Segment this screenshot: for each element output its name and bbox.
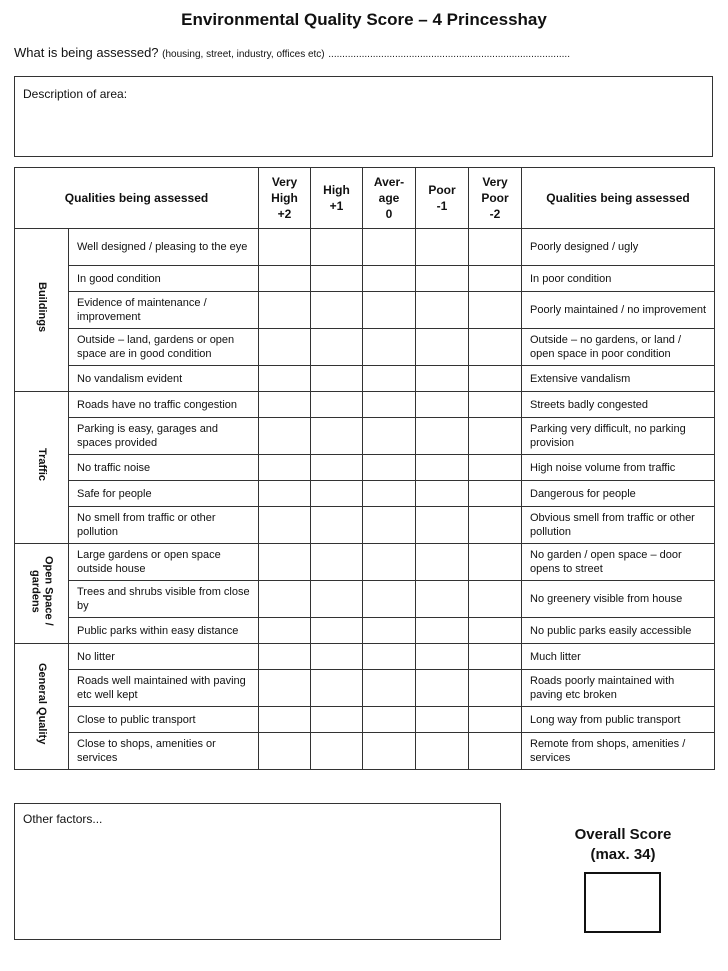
- positive-quality: Outside – land, gardens or open space are in good condition: [69, 329, 259, 366]
- header-line: -1: [436, 199, 448, 213]
- positive-quality: Safe for people: [69, 481, 259, 507]
- score-cell-average[interactable]: [363, 733, 416, 770]
- score-cell-very-high[interactable]: [259, 618, 311, 644]
- score-cell-poor[interactable]: [416, 481, 469, 507]
- table-row: [15, 392, 715, 418]
- description-box[interactable]: [14, 76, 713, 157]
- score-cell-poor[interactable]: [416, 392, 469, 418]
- negative-quality: Much litter: [522, 644, 715, 670]
- score-cell-average[interactable]: [363, 229, 416, 266]
- positive-quality: Evidence of maintenance / improvement: [69, 292, 259, 329]
- score-cell-very-high[interactable]: [259, 455, 311, 481]
- table-row: [15, 670, 715, 707]
- score-cell-poor[interactable]: [416, 644, 469, 670]
- positive-quality: No traffic noise: [69, 455, 259, 481]
- score-cell-high[interactable]: [311, 229, 363, 266]
- score-cell-high[interactable]: [311, 707, 363, 733]
- positive-quality: Public parks within easy distance: [69, 618, 259, 644]
- score-cell-very-poor[interactable]: [469, 644, 522, 670]
- negative-quality: Long way from public transport: [522, 707, 715, 733]
- header-very-poor: [469, 168, 522, 229]
- header-very-high: [259, 168, 311, 229]
- header-qualities-right: Qualities being assessed: [522, 168, 715, 229]
- score-cell-high[interactable]: [311, 455, 363, 481]
- score-cell-very-poor[interactable]: [469, 329, 522, 366]
- assessment-line: [14, 45, 570, 60]
- score-cell-poor[interactable]: [416, 581, 469, 618]
- negative-quality: Remote from shops, amenities / services: [522, 733, 715, 770]
- header-line: 0: [385, 207, 393, 221]
- score-cell-poor[interactable]: [416, 707, 469, 733]
- category-cell: [15, 392, 69, 544]
- score-cell-very-high[interactable]: [259, 670, 311, 707]
- header-line: Very: [271, 175, 298, 189]
- score-cell-very-poor[interactable]: [469, 618, 522, 644]
- positive-quality: Well designed / pleasing to the eye: [69, 229, 259, 266]
- score-cell-poor[interactable]: [416, 418, 469, 455]
- negative-quality: Poorly maintained / no improvement: [522, 292, 715, 329]
- positive-quality: Close to shops, amenities or services: [69, 733, 259, 770]
- other-factors-label: Other factors...: [23, 812, 103, 826]
- table-row: [15, 229, 715, 266]
- table-row: [15, 618, 715, 644]
- score-cell-average[interactable]: [363, 481, 416, 507]
- score-cell-average[interactable]: [363, 329, 416, 366]
- score-cell-high[interactable]: [311, 329, 363, 366]
- score-cell-poor[interactable]: [416, 366, 469, 392]
- score-cell-poor[interactable]: [416, 266, 469, 292]
- score-cell-average[interactable]: [363, 618, 416, 644]
- positive-quality: No litter: [69, 644, 259, 670]
- score-cell-very-poor[interactable]: [469, 544, 522, 581]
- score-cell-high[interactable]: [311, 644, 363, 670]
- score-cell-high[interactable]: [311, 418, 363, 455]
- score-cell-poor[interactable]: [416, 670, 469, 707]
- negative-quality: High noise volume from traffic: [522, 455, 715, 481]
- header-line: High: [323, 183, 350, 197]
- header-qualities-left: Qualities being assessed: [15, 168, 259, 229]
- score-cell-average[interactable]: [363, 418, 416, 455]
- score-cell-very-poor[interactable]: [469, 733, 522, 770]
- header-line: Poor: [481, 191, 509, 205]
- score-cell-high[interactable]: [311, 544, 363, 581]
- negative-quality: No public parks easily accessible: [522, 618, 715, 644]
- score-cell-very-poor[interactable]: [469, 581, 522, 618]
- score-cell-average[interactable]: [363, 455, 416, 481]
- score-cell-very-poor[interactable]: [469, 366, 522, 392]
- score-cell-very-poor[interactable]: [469, 418, 522, 455]
- table-row: [15, 507, 715, 544]
- score-cell-poor[interactable]: [416, 455, 469, 481]
- overall-score-box[interactable]: [584, 872, 661, 933]
- score-cell-very-high[interactable]: [259, 481, 311, 507]
- score-cell-high[interactable]: [311, 618, 363, 644]
- score-cell-high[interactable]: [311, 670, 363, 707]
- category-cell: [15, 229, 69, 392]
- positive-quality: Roads have no traffic congestion: [69, 392, 259, 418]
- score-cell-high[interactable]: [311, 366, 363, 392]
- score-cell-very-poor[interactable]: [469, 481, 522, 507]
- table-row: [15, 418, 715, 455]
- negative-quality: No garden / open space – door opens to street: [522, 544, 715, 581]
- score-cell-very-poor[interactable]: [469, 455, 522, 481]
- assessment-answer-line[interactable]: .......................................................................................: [328, 49, 570, 60]
- table-row: [15, 455, 715, 481]
- header-poor: [416, 168, 469, 229]
- other-factors-box[interactable]: [14, 803, 501, 940]
- score-cell-poor[interactable]: [416, 733, 469, 770]
- assessment-hint: (housing, street, industry, offices etc): [162, 49, 325, 60]
- score-cell-poor[interactable]: [416, 229, 469, 266]
- table-row: [15, 581, 715, 618]
- score-cell-very-poor[interactable]: [469, 266, 522, 292]
- header-high: [311, 168, 363, 229]
- positive-quality: Trees and shrubs visible from close by: [69, 581, 259, 618]
- score-cell-very-poor[interactable]: [469, 229, 522, 266]
- negative-quality: Roads poorly maintained with paving etc broken: [522, 670, 715, 707]
- overall-score-label: Overall Score: [574, 826, 672, 843]
- score-cell-average[interactable]: [363, 581, 416, 618]
- score-cell-average[interactable]: [363, 507, 416, 544]
- score-cell-very-high[interactable]: [259, 329, 311, 366]
- category-cell: [15, 544, 69, 644]
- category-label: Open Space / gardens: [29, 556, 55, 626]
- score-cell-high[interactable]: [311, 733, 363, 770]
- negative-quality: Streets badly congested: [522, 392, 715, 418]
- score-cell-high[interactable]: [311, 292, 363, 329]
- negative-quality: Parking very difficult, no parking provision: [522, 418, 715, 455]
- score-cell-very-high[interactable]: [259, 366, 311, 392]
- score-cell-very-high[interactable]: [259, 544, 311, 581]
- overall-score-max: (max. 34): [590, 846, 656, 863]
- score-cell-very-poor[interactable]: [469, 507, 522, 544]
- score-cell-very-high[interactable]: [259, 707, 311, 733]
- score-cell-very-high[interactable]: [259, 392, 311, 418]
- score-cell-average[interactable]: [363, 292, 416, 329]
- score-cell-very-high[interactable]: [259, 292, 311, 329]
- table-row: [15, 329, 715, 366]
- score-cell-very-poor[interactable]: [469, 707, 522, 733]
- positive-quality: No smell from traffic or other pollution: [69, 507, 259, 544]
- negative-quality: No greenery visible from house: [522, 581, 715, 618]
- header-line: Aver-: [373, 175, 405, 189]
- page-title: Environmental Quality Score – 4 Princesshay: [181, 10, 547, 29]
- score-cell-very-high[interactable]: [259, 581, 311, 618]
- header-line: +2: [277, 207, 292, 221]
- score-cell-very-high[interactable]: [259, 418, 311, 455]
- table-row: [15, 481, 715, 507]
- overall-score-heading: [548, 825, 698, 865]
- header-line: Very: [482, 175, 508, 189]
- negative-quality: Poorly designed / ugly: [522, 229, 715, 266]
- score-cell-very-poor[interactable]: [469, 292, 522, 329]
- table-row: [15, 292, 715, 329]
- score-cell-very-high[interactable]: [259, 266, 311, 292]
- positive-quality: In good condition: [69, 266, 259, 292]
- score-cell-poor[interactable]: [416, 329, 469, 366]
- score-cell-high[interactable]: [311, 507, 363, 544]
- header-line: High: [271, 191, 298, 205]
- table-row: [15, 733, 715, 770]
- positive-quality: Roads well maintained with paving etc well kept: [69, 670, 259, 707]
- score-cell-poor[interactable]: [416, 292, 469, 329]
- category-cell: [15, 644, 69, 770]
- table-row: [15, 707, 715, 733]
- table-row: [15, 644, 715, 670]
- score-cell-average[interactable]: [363, 544, 416, 581]
- negative-quality: Obvious smell from traffic or other pollution: [522, 507, 715, 544]
- table-header-row: [15, 168, 715, 229]
- score-cell-poor[interactable]: [416, 507, 469, 544]
- header-line: Poor: [428, 183, 456, 197]
- table-row: [15, 544, 715, 581]
- score-cell-average[interactable]: [363, 707, 416, 733]
- category-label: General Quality: [36, 663, 48, 745]
- score-cell-very-high[interactable]: [259, 644, 311, 670]
- negative-quality: In poor condition: [522, 266, 715, 292]
- score-cell-very-poor[interactable]: [469, 670, 522, 707]
- negative-quality: Dangerous for people: [522, 481, 715, 507]
- table-row: [15, 266, 715, 292]
- positive-quality: Parking is easy, garages and spaces provided: [69, 418, 259, 455]
- score-cell-poor[interactable]: [416, 544, 469, 581]
- score-cell-very-poor[interactable]: [469, 392, 522, 418]
- positive-quality: No vandalism evident: [69, 366, 259, 392]
- score-cell-high[interactable]: [311, 581, 363, 618]
- score-cell-average[interactable]: [363, 266, 416, 292]
- header-line: -2: [489, 207, 501, 221]
- category-label: Buildings: [36, 282, 48, 333]
- positive-quality: Large gardens or open space outside house: [69, 544, 259, 581]
- positive-quality: Close to public transport: [69, 707, 259, 733]
- header-line: +1: [329, 199, 344, 213]
- assessment-question: What is being assessed?: [14, 45, 159, 60]
- negative-quality: Extensive vandalism: [522, 366, 715, 392]
- table-row: [15, 366, 715, 392]
- score-cell-high[interactable]: [311, 392, 363, 418]
- category-label: Traffic: [36, 448, 48, 482]
- score-cell-average[interactable]: [363, 670, 416, 707]
- score-cell-average[interactable]: [363, 644, 416, 670]
- score-cell-very-high[interactable]: [259, 229, 311, 266]
- description-label: Description of area:: [23, 87, 128, 101]
- score-cell-very-high[interactable]: [259, 733, 311, 770]
- negative-quality: Outside – no gardens, or land / open space in poor condition: [522, 329, 715, 366]
- header-average: [363, 168, 416, 229]
- header-line: age: [378, 191, 400, 205]
- score-cell-poor[interactable]: [416, 618, 469, 644]
- score-cell-high[interactable]: [311, 266, 363, 292]
- score-cell-average[interactable]: [363, 366, 416, 392]
- table-body: [15, 229, 715, 770]
- quality-score-table: [14, 167, 715, 770]
- score-cell-high[interactable]: [311, 481, 363, 507]
- score-cell-very-high[interactable]: [259, 507, 311, 544]
- score-cell-average[interactable]: [363, 392, 416, 418]
